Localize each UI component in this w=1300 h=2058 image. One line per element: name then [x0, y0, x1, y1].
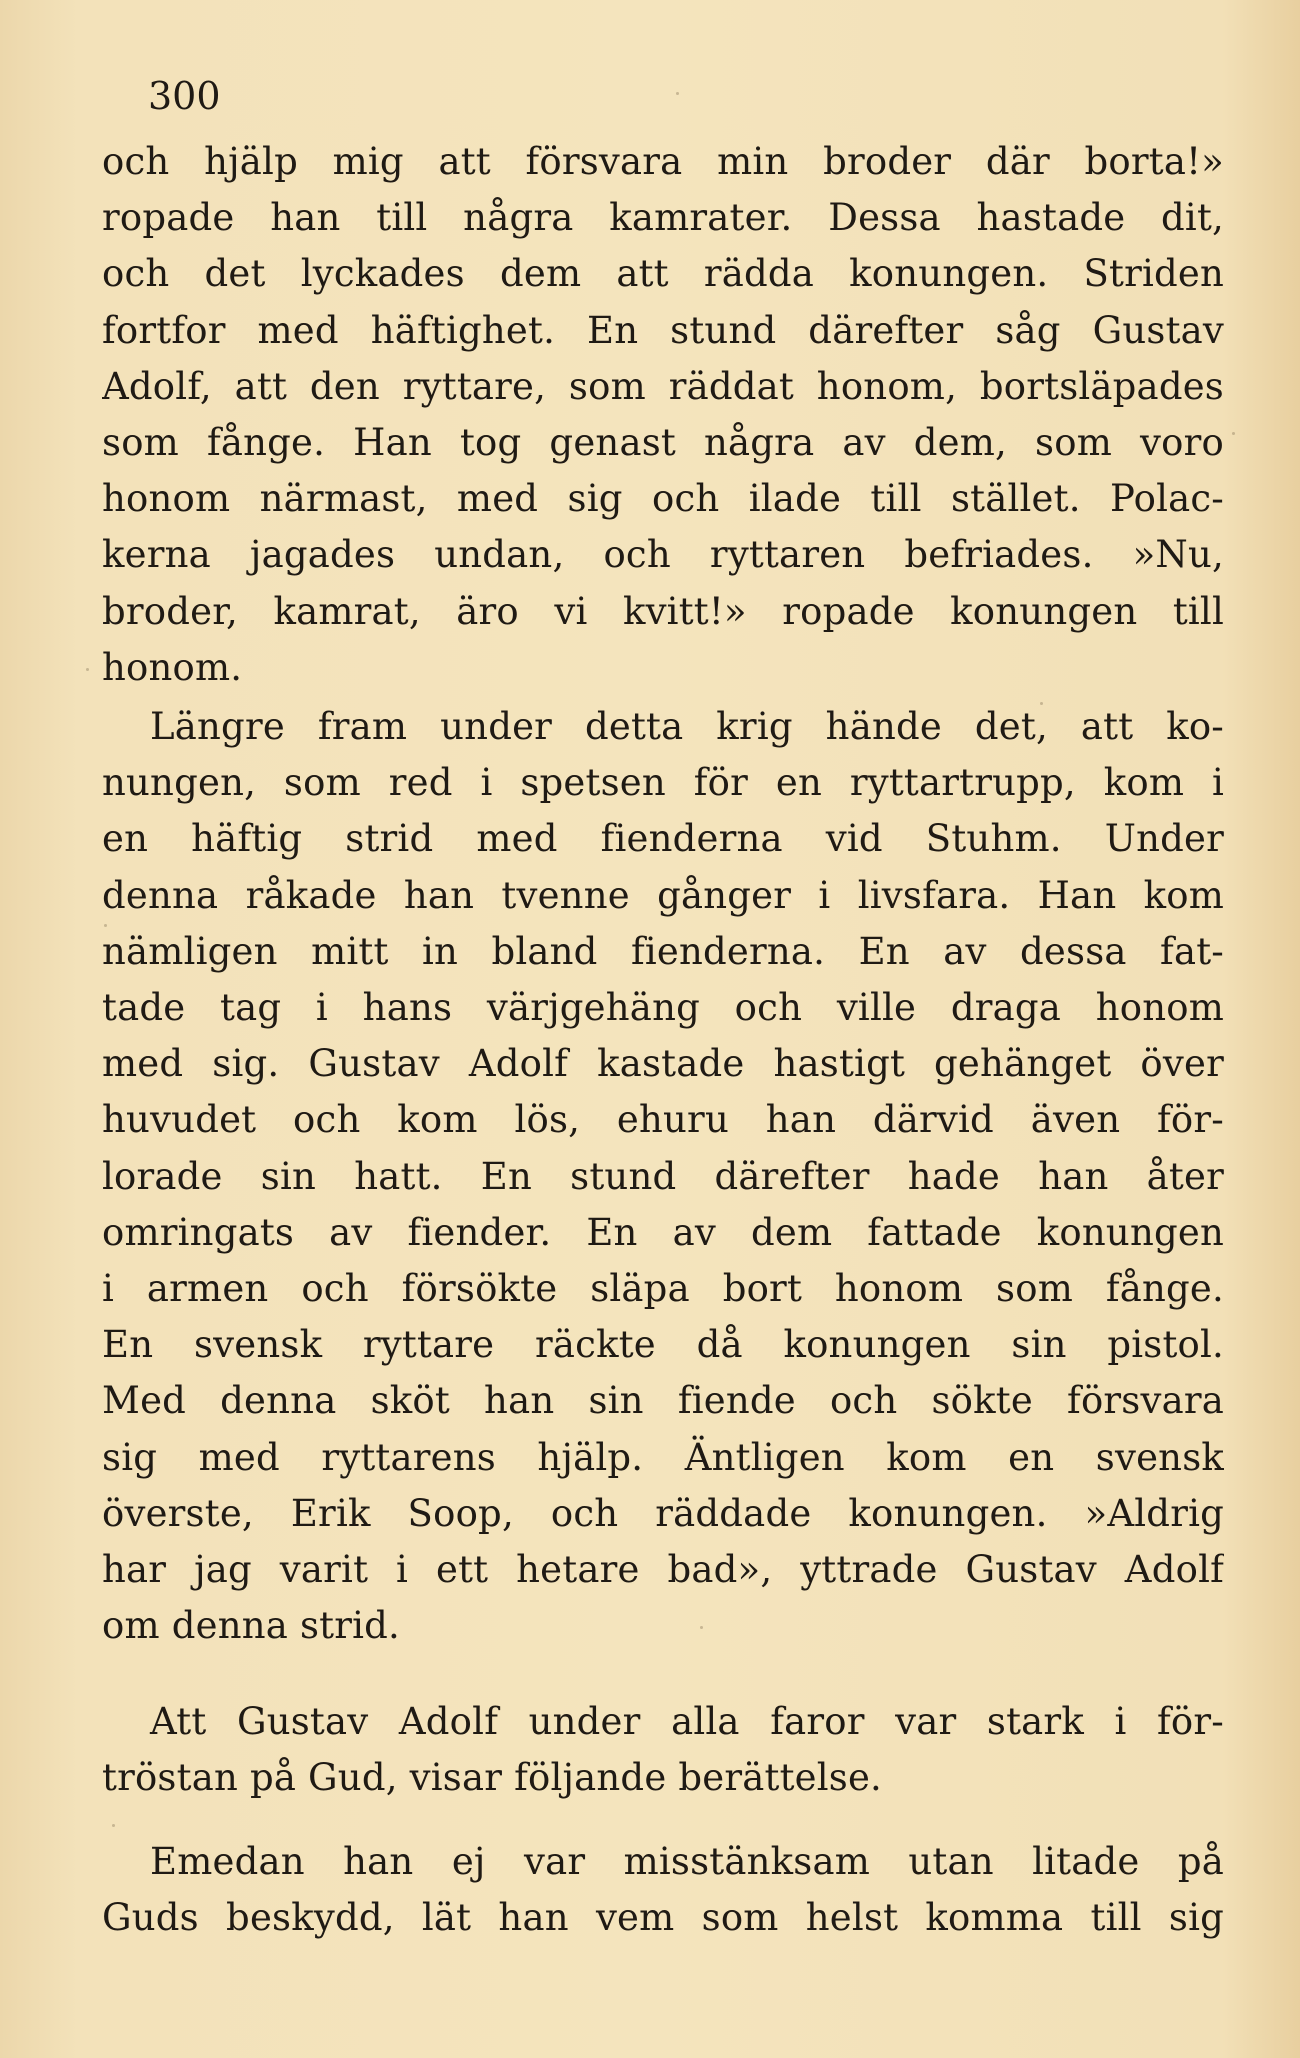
text-line: om denna strid. — [102, 1604, 401, 1648]
text-line: fortfor med häftighet. En stund därefter såg Gustav — [102, 308, 1224, 352]
paper-speck — [104, 924, 107, 927]
text-line: i armen och försökte släpa bort honom som fånge. — [102, 1267, 1224, 1311]
text-line: broder, kamrat, äro vi kvitt!» ropade konungen till — [102, 589, 1224, 633]
text-line: tröstan på Gud, visar följande berättelse. — [102, 1756, 883, 1800]
text-line: överste, Erik Soop, och räddade konungen. »Aldrig — [102, 1491, 1224, 1535]
paragraph-4 — [102, 1834, 1224, 1946]
paragraph-3 — [102, 1694, 1224, 1806]
text-line: Emedan han ej var misstänksam utan litade på — [150, 1840, 1224, 1883]
text-line: sig med ryttarens hjälp. Äntligen kom en svensk — [102, 1435, 1224, 1479]
paper-speck — [1040, 702, 1043, 705]
text-line: Med denna sköt han sin fiende och sökte försvara — [102, 1379, 1224, 1423]
text-line: En svensk ryttare räckte då konungen sin pistol. — [102, 1323, 1224, 1367]
paper-speck — [676, 92, 679, 95]
text-line: lorade sin hatt. En stund därefter hade han åter — [102, 1154, 1224, 1198]
text-line: Guds beskydd, lät han vem som helst komma till sig — [102, 1896, 1224, 1940]
text-line: nungen, som red i spetsen för en ryttartrupp, kom i — [102, 761, 1224, 805]
text-line: har jag varit i ett hetare bad», yttrade Gustav Adolf — [102, 1548, 1224, 1592]
paper-speck — [1232, 432, 1235, 435]
text-line: tade tag i hans värjgehäng och ville draga honom — [102, 986, 1224, 1030]
paper-speck — [112, 1824, 115, 1827]
text-line: som fånge. Han tog genast några av dem, som voro — [102, 421, 1224, 465]
text-line: med sig. Gustav Adolf kastade hastigt gehänget över — [102, 1042, 1224, 1086]
text-line: nämligen mitt in bland fienderna. En av dessa fat- — [102, 929, 1224, 973]
text-line: Att Gustav Adolf under alla faror var stark i för- — [150, 1700, 1224, 1743]
text-line: denna råkade han tvenne gånger i livsfara. Han kom — [102, 873, 1224, 917]
text-line: kerna jagades undan, och ryttaren befriades. »Nu, — [102, 533, 1224, 577]
text-line: huvudet och kom lös, ehuru han därvid även för- — [102, 1098, 1224, 1142]
text-line: Längre fram under detta krig hände det, att ko- — [150, 705, 1224, 748]
text-line: Adolf, att den ryttare, som räddat honom, bortsläpades — [102, 364, 1224, 408]
paragraph-1 — [102, 134, 1224, 696]
paragraph-2 — [102, 699, 1224, 1654]
text-line: honom närmast, med sig och ilade till stället. Polac- — [102, 477, 1224, 521]
text-line: ropade han till några kamrater. Dessa hastade dit, — [102, 196, 1224, 240]
paper-speck — [86, 668, 89, 671]
text-line: honom. — [102, 645, 243, 689]
text-line: och det lyckades dem att rädda konungen. Striden — [102, 252, 1224, 296]
text-line: omringats av fiender. En av dem fattade konungen — [102, 1210, 1224, 1254]
paper-speck — [700, 1626, 703, 1629]
page-number: 300 — [148, 74, 221, 118]
text-line: en häftig strid med fienderna vid Stuhm. Under — [102, 817, 1224, 861]
text-line: och hjälp mig att försvara min broder där borta!» — [102, 140, 1224, 183]
